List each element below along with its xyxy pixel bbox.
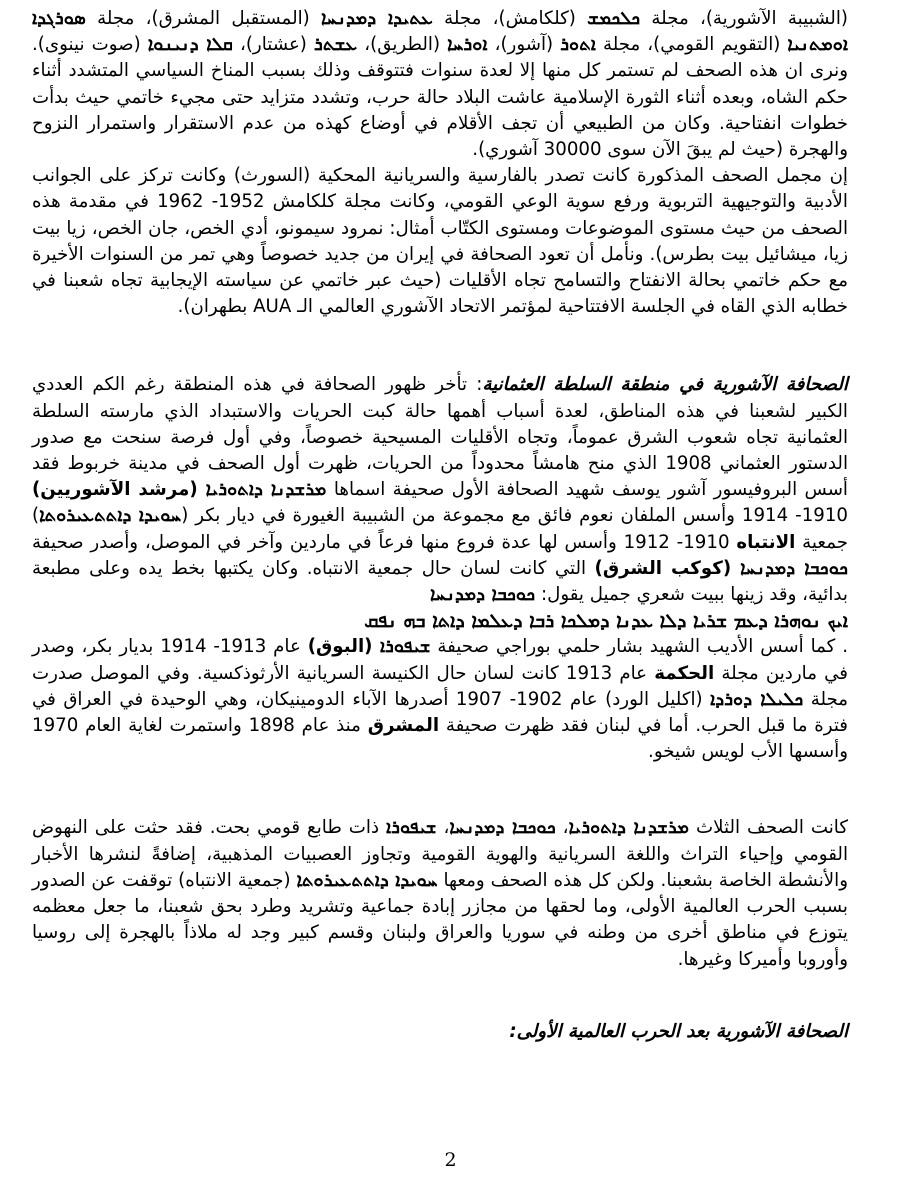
section-title-inline: الصحافة الآشورية في منطقة السلطة العثمانية: [482, 374, 848, 396]
text-run: (التقويم القومي)، مجلة: [595, 34, 788, 56]
syriac-title: ܐܘܪܚܐ: [447, 34, 488, 56]
text-run: 1910- 1914 وأسس الملفان نعوم فائق مع مجموعة من الشبيبة الغيورة في ديار بكر (: [181, 505, 848, 527]
paragraph-spacer: [32, 765, 848, 815]
text-run: عام 1913 كانت لسان حال الكنيسة السريانية الأرثوذكسية. وفي الموصل صدرت مجلة: [32, 662, 849, 710]
text-run: (الطريق)،: [357, 34, 448, 56]
text-run: (صوت نينوى). ونرى ان هذه الصحف لم تستمر كل منها إلا لعدة سنوات فتتوقف وذلك بسبب المناخ السياسي المتشدد أثناء حكم الشاه، وبعده أثناء الثورة الإسلامية عاشت البلاد حالة حرب، وتشدد متزايد حتى مجيء خاتمي حيث بدأت خطوات انفتاحية. وكان من الطبيعي أن تجف الأقلام في أوضاع كهذه من عدم الاستقرار واستمرار النزوح والهجرة (حيث لم يبقَ الآن سوى 30000 آشوري).: [32, 34, 848, 161]
text-run: (كلكامش)، مجلة: [432, 8, 588, 29]
syriac-title: ܚܘܝܕܐ ܕܐܬܬܥܝܪܘܬܐ: [39, 505, 182, 527]
syriac-title: ܣܘܪܓܕܐ ܐܘܡܬܢܝܐ: [32, 8, 848, 56]
syriac-title: ܚܘܝܕܐ ܕܐܬܬܥܝܪܘܬܐ: [296, 869, 438, 891]
syriac-title: ܟܘܟܒܐ ܕܡܕܢܚܐ: [449, 817, 556, 839]
text-run: : تأخر ظهور الصحافة في هذه المنطقة رغم الكم العددي الكبير لشعبنا في هذه المناطق، لعدة أسباب أهمها حالة كبت الحريات والاستبداد الذي مارسته السلطة العثمانية تجاه شعوب الشرق عموماً، وتجاه الأقليات المسيحية خصوصاً، وفي أول فرصة سنحت مع صدور الدستور العثماني 1908 الذي منح هامشاً محدوداً من الحريات، ظهرت أول الصحف في مدينة خربوط فقد أسس البروفيسور آشور يوسف شهيد الصحافة الأول صحيفة اسماها: [32, 374, 848, 501]
syriac-title: ܐܬܘܪ: [560, 34, 596, 56]
paragraph-spacer: [32, 973, 848, 1019]
text-run: 1910- 1912 وأسس لها عدة فروع منها فرعاً في ماردين وآخر في الموصل، وأصدر صحيفة: [32, 531, 737, 553]
text-run: (عشتار)،: [232, 34, 314, 56]
syriac-title: ܥܬܝܕܐ ܕܡܕܢܚܐ: [321, 8, 433, 29]
syriac-title: ܥܫܬܪ: [313, 34, 358, 56]
bold-run: المشرق: [367, 715, 440, 737]
text-run: ،: [436, 817, 450, 839]
text-run: . كما أسس الأديب الشهيد بشار حلمي بوراجي صحيفة: [430, 636, 848, 658]
text-run: التي كانت لسان حال جمعية الانتباه. وكان يكتبها بخط يده وعلى مطبعة بدائية، وقد زينها ببيت شعري جميل يقول:: [32, 557, 848, 606]
text-run: (اكليل الورد) عام 1902- 1907 أصدرها الآباء الدومينيكان، وهي الوحيدة في العراق في فترة ما قبل الحرب. أما في لبنان فقد ظهرت صحيفة: [32, 688, 849, 737]
text-run: (جمعية الانتباه) توقفت عن الصدور بسبب الحرب العالمية الأولى، وما لحقها من مجازر إبادة جماعية وتشريد وطرد بحق شعبنا، ما جعل معظمه يتوزع في مناطق أخرى من وطنه في سوريا والعراق ولبنان وقسم كبير وجد له ملاذاً بالهجرة إلى روسيا وأوروبا وأميركا وغيرها.: [32, 869, 848, 970]
text-run: (المستقبل المشرق)، مجلة: [85, 8, 322, 29]
paragraph-iran-journals: [32, 6, 848, 163]
text-run: ذات طابع قومي بحت. فقد حثت على النهوض القومي وإحياء التراث واللغة السريانية والهوية القومية وتجاوز العصبيات المذهبية، إضافةً لنشرها الأخبار والأنشطة الخاصة بشعبنا. ولكن كل هذه الصحف ومعها: [32, 817, 848, 891]
text-run: كانت الصحف الثلاث: [689, 817, 848, 839]
text-run: منذ عام 1898 واستمرت لغاية العام 1970 وأسسها الأب لويس شيخو.: [32, 715, 848, 763]
paragraph-ottoman-press-cont: [32, 634, 848, 765]
text-run: ،: [555, 817, 569, 839]
syriac-verse-line: [32, 608, 848, 634]
text-run: ) جمعية: [32, 505, 848, 553]
syriac-title: ܫܝܦܘܪܐ: [379, 636, 431, 658]
text-run: عام 1913- 1914 بديار بكر، وصدر في ماردين مجلة: [32, 636, 849, 684]
document-body: [32, 6, 848, 1045]
syriac-title: ܫܝܦܘܪܐ: [386, 817, 437, 839]
text-run: (الشبيبة الآشورية)، مجلة: [640, 8, 848, 29]
bold-run: (البوق): [307, 636, 380, 658]
syriac-title: ܩܠܐ ܕܢܝܢܘܐ: [147, 34, 233, 56]
paragraph-iran-summary: إن مجمل الصحف المذكورة كانت تصدر بالفارسية والسريانية المحكية (السورث) وكانت تركز على الجوانب الأدبية والتوجيهية التربوية ورفع سوية الوعي القومي، وكانت مجلة كلكامش 1952- 1962 في مقدمة هذه الصحف من حيث مستوى الموضوعات ومستوى الكتّاب أمثال: نمرود سيمونو، أدي الخص، جان الخص، زيا بيت زيا، ميشائيل بيت بطرس). ونأمل أن تعود الصحافة في إيران من جديد خصوصاً وهي تمر من السنوات الأخيرة مع حكم خاتمي بحالة الانفتاح والتسامح تجاه الأقليات (حيث عبر خاتمي عن سياسته الإيجابية تجاه شعبنا في خطابه الذي القاه في الجلسة الافتتاحية لمؤتمر الاتحاد الآشوري العالمي الـ AUA بطهران).: [32, 165, 848, 318]
text-run: (آشور)،: [487, 34, 561, 56]
syriac-title: ܟܘܟܒܐ ܕܡܕܢܚܐ: [430, 584, 536, 606]
syriac-title: ܟܘܟܒܐ ܕܡܕܢܚܐ: [740, 557, 848, 579]
paragraph-three-papers: [32, 815, 848, 972]
syriac-title: ܟܠܟܡܫ: [587, 8, 641, 29]
syriac-verse: ܐܝܟ ܢܘܗܪܐ ܕܥܡ ܫܪܝܐ ܕܠܐ ܥܕܢܐ ܕܡܠܟܐ ܪܒܐ ܕܥܠܡܐ ܕܐܬܐ ܒܗ ܢܦܩ: [364, 610, 848, 633]
bold-run: الانتباه: [736, 531, 796, 553]
page-number: 2: [444, 1149, 457, 1171]
section-heading: الصحافة الآشورية بعد الحرب العالمية الأولى:: [509, 1020, 848, 1042]
paragraph-spacer: [32, 320, 848, 372]
bold-run: (كوكب الشرق): [594, 557, 741, 579]
bold-run: الحكمة: [654, 662, 715, 684]
syriac-title: ܡܪܫܕܢܐ ܕܐܬܘܪܝܐ: [568, 817, 690, 839]
syriac-title: ܟܠܝܠܐ ܕܘܪܕܐ: [710, 688, 804, 710]
syriac-title: ܡܪܫܕܢܐ ܕܐܬܘܪܝܐ: [205, 479, 327, 501]
paragraph-ottoman-press: [32, 372, 848, 608]
bold-run: (مرشد الآشوريين): [32, 479, 206, 501]
